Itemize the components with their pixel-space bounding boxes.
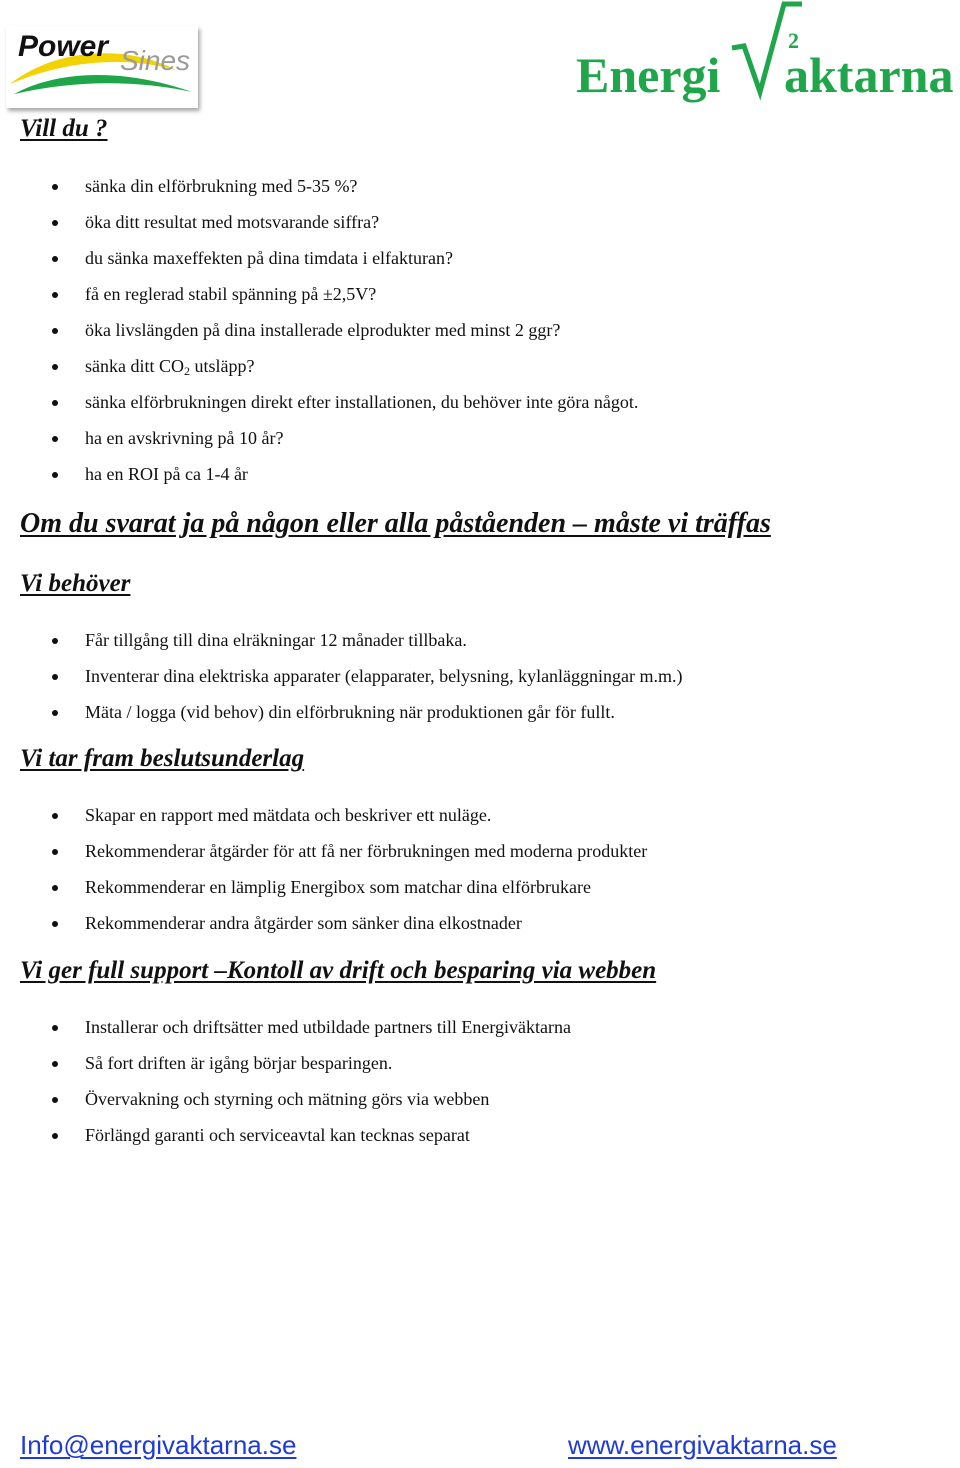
- list-beslutsunderlag: [0, 797, 900, 941]
- heading-traffas: Om du svarat ja på någon eller alla påståenden – måste vi träffas: [20, 508, 771, 539]
- logo-power-text: Power: [18, 30, 109, 63]
- heading-beslutsunderlag: Vi tar fram beslutsunderlag: [20, 745, 305, 772]
- list-item: öka livslängden på dina installerade elprodukter med minst 2 ggr?: [0, 312, 900, 348]
- list-item: Övervakning och styrning och mätning görs via webben: [0, 1081, 900, 1117]
- list-item: Inventerar dina elektriska apparater (elapparater, belysning, kylanläggningar m.m.): [0, 658, 900, 694]
- list-item: sänka elförbrukningen direkt efter installationen, du behöver inte göra något.: [0, 384, 900, 420]
- energivaktarna-logo: [574, 0, 960, 104]
- list-vi-behover: [0, 622, 900, 730]
- list-item: Förlängd garanti och serviceavtal kan tecknas separat: [0, 1117, 900, 1153]
- powersines-logo-graphic: [6, 26, 198, 108]
- list-item: öka ditt resultat med motsvarande siffra?: [0, 204, 900, 240]
- powersines-logo: [6, 26, 198, 108]
- co2-text: sänka ditt CO: [85, 356, 184, 376]
- list-item: du sänka maxeffekten på dina timdata i elfakturan?: [0, 240, 900, 276]
- logo-aktarna-text: aktarna: [784, 47, 954, 103]
- list-item: Rekommenderar åtgärder för att få ner förbrukningen med moderna produkter: [0, 833, 900, 869]
- website-link[interactable]: www.energivaktarna.se: [568, 1430, 837, 1460]
- logo-root-index: 2: [788, 28, 799, 53]
- heading-vi-behover: Vi behöver: [20, 570, 131, 597]
- logo-energi-text: Energi: [576, 47, 721, 103]
- email-link[interactable]: Info@energivaktarna.se: [20, 1430, 297, 1460]
- logo-sines-text: Sines: [120, 45, 191, 76]
- list-item: Skapar en rapport med mätdata och beskriver ett nuläge.: [0, 797, 900, 833]
- logo-swoosh-green: [14, 75, 192, 94]
- list-item: Får tillgång till dina elräkningar 12 månader tillbaka.: [0, 622, 900, 658]
- co2-subscript: 2: [184, 364, 190, 378]
- list-item: få en reglerad stabil spänning på ±2,5V?: [0, 276, 900, 312]
- heading-support: Vi ger full support –Kontoll av drift och besparing via webben: [20, 957, 657, 984]
- list-item: Rekommenderar en lämplig Energibox som matchar dina elförbrukare: [0, 869, 900, 905]
- list-item: Mäta / logga (vid behov) din elförbrukning när produktionen går för fullt.: [0, 694, 900, 730]
- list-item-co2: [0, 348, 900, 384]
- list-item: ha en avskrivning på 10 år?: [0, 420, 900, 456]
- list-vill-du: [0, 168, 900, 492]
- list-item: Så fort driften är igång börjar besparingen.: [0, 1045, 900, 1081]
- list-item: ha en ROI på ca 1-4 år: [0, 456, 900, 492]
- list-support: [0, 1009, 900, 1153]
- list-item: Installerar och driftsätter med utbildade partners till Energiväktarna: [0, 1009, 900, 1045]
- co2-rest-text: utsläpp?: [190, 356, 255, 376]
- heading-vill-du: Vill du ?: [20, 115, 108, 142]
- energivaktarna-logo-graphic: [574, 0, 960, 104]
- list-item: sänka din elförbrukning med 5-35 %?: [0, 168, 900, 204]
- list-item: Rekommenderar andra åtgärder som sänker dina elkostnader: [0, 905, 900, 941]
